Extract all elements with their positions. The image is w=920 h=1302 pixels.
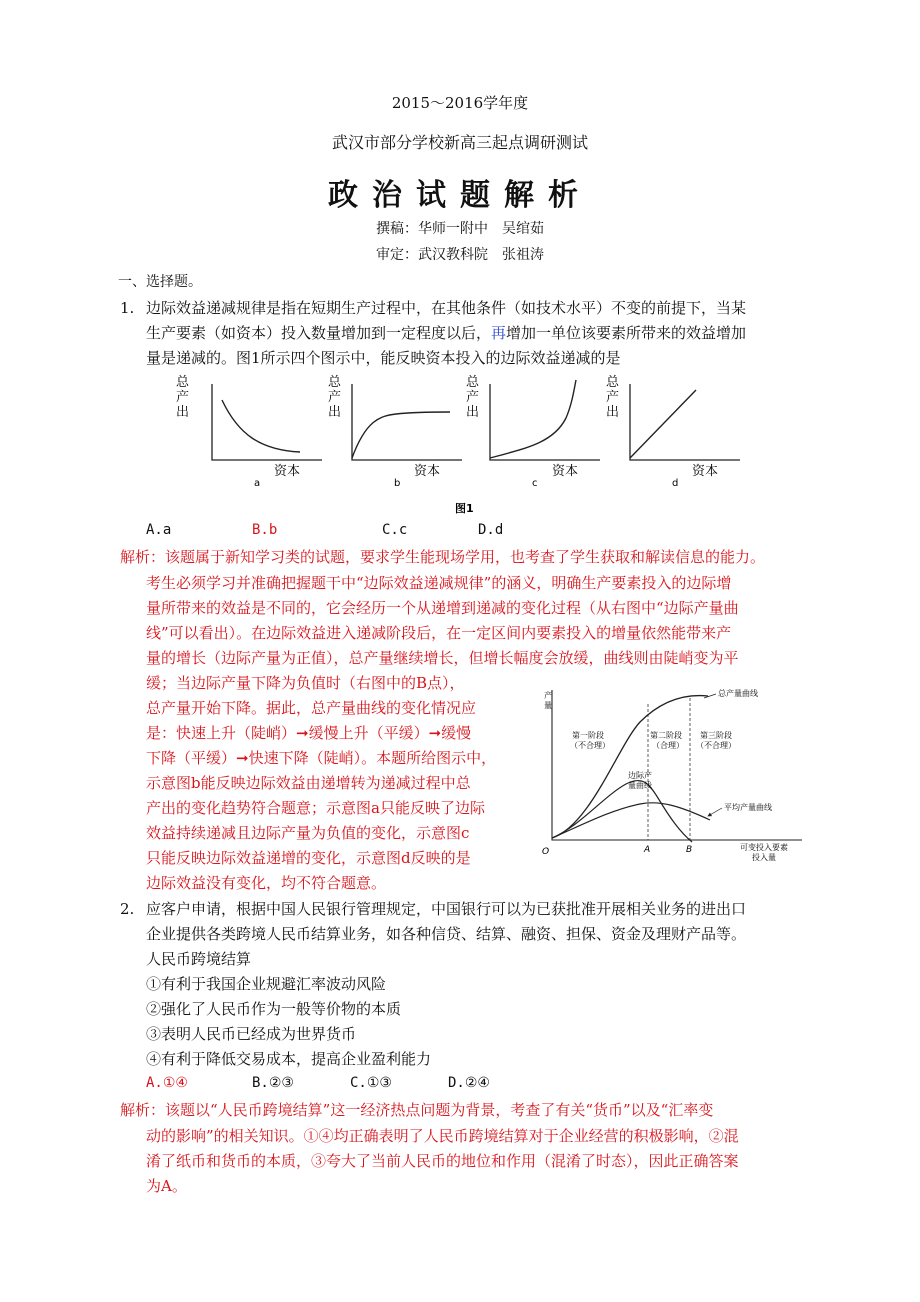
stage-3-label: 第三阶段 xyxy=(700,731,732,740)
y-label-char: 产 xyxy=(466,390,480,405)
stage-1-label: 第一阶段 xyxy=(572,731,604,740)
q1-stem-line-1: 边际效益递减规律是指在短期生产过程中，在其他条件（如技术水平）不变的前提下，当某 xyxy=(146,299,747,317)
q2-stem-line-1: 应客户申请，根据中国人民银行管理规定，中国银行可以为已获批准开展相关业务的进出口 xyxy=(146,900,747,918)
q2-stem-line-2: 企业提供各类跨境人民币结算业务，如各种信贷、结算、融资、担保、资金及理财产品等。 xyxy=(146,925,747,943)
average-curve-label: 平均产量曲线 xyxy=(724,803,772,812)
q1-explanation-line: 效益持续递减且边际产量为负值的变化，示意图c xyxy=(146,824,470,842)
stage-2-label: 第二阶段 xyxy=(650,731,682,740)
q2-option-d: D.②④ xyxy=(448,1075,490,1091)
y-label-char: 产 xyxy=(544,691,552,700)
origin-label: O xyxy=(542,847,550,857)
q1-option-d: D.d xyxy=(478,522,504,538)
curve-concave xyxy=(352,412,450,458)
x-axis-label: 投入量 xyxy=(752,853,776,862)
y-label-char: 量 xyxy=(544,701,552,710)
q1-option-b: B.b xyxy=(252,522,278,538)
section-heading: 一、选择题。 xyxy=(118,274,202,290)
curve-convex xyxy=(490,380,576,458)
q2-explanation-line: 淆了纸币和货币的本质，③夸大了当前人民币的地位和作用（混淆了时态），因此正确答案 xyxy=(146,1152,739,1170)
graph-label: a xyxy=(254,478,261,489)
stage-2-note: （合理） xyxy=(652,741,684,750)
figure-caption: 图1 xyxy=(455,502,474,515)
y-label-char: 产 xyxy=(176,390,190,405)
q1-option-c: C.c xyxy=(382,522,408,538)
total-curve-label: 总产量曲线 xyxy=(718,689,758,698)
y-label-char: 出 xyxy=(328,405,342,420)
q2-item-4: ④有利于降低交易成本，提高企业盈利能力 xyxy=(146,1050,432,1068)
curve-decreasing xyxy=(222,400,300,452)
y-label-char: 总 xyxy=(328,375,342,390)
q2-item-3: ③表明人民币已经成为世界货币 xyxy=(146,1025,357,1043)
figure-1 xyxy=(170,372,740,522)
graph-a xyxy=(176,375,322,489)
q1-stem-line-3: 量是递减的。图1所示四个图示中，能反映资本投入的边际效益递减的是 xyxy=(146,349,621,367)
x-label: 资本 xyxy=(692,464,719,479)
average-product-curve xyxy=(552,803,710,838)
y-label-char: 总 xyxy=(466,375,480,390)
q2-option-c: C.①③ xyxy=(350,1075,392,1091)
q2-option-a: A.①④ xyxy=(146,1075,188,1091)
q2-stem-line-3: 人民币跨境结算 xyxy=(146,950,252,968)
marginal-curve-label: 量曲线 xyxy=(628,781,652,790)
x-label: 资本 xyxy=(274,464,301,479)
axes xyxy=(490,384,600,460)
exam-subtitle: 武汉市部分学校新高三起点调研测试 xyxy=(331,133,588,152)
q1-stem-line-2: 生产要素（如资本）投入数量增加到一定程度以后，再增加一单位该要素所带来的效益增加 xyxy=(146,324,747,342)
marginal-curve-label: 边际产 xyxy=(628,771,652,780)
q2-explanation-line: 解析：该题以“人民币跨境结算”这一经济热点问题为背景，考查了有关“货币”以及“汇率变 xyxy=(120,1101,714,1119)
q1-option-a: A.a xyxy=(146,522,172,538)
graph-label: d xyxy=(672,478,679,489)
x-axis-label: 可变投入要素 xyxy=(740,843,788,852)
q1-explanation-line: 线”可以看出）。在边际效益进入递减阶段后，在一定区间内要素投入的增量依然能带来产 xyxy=(146,624,732,642)
q2-explanation-line: 为A。 xyxy=(146,1177,187,1195)
curve-linear xyxy=(630,390,696,458)
q2-option-b: B.②③ xyxy=(252,1075,294,1091)
point-a-label: A xyxy=(644,845,651,855)
q1-explanation-line: 总产量开始下降。据此，总产量曲线的变化情况应 xyxy=(146,699,477,717)
q1-explanation-line: 解析：该题属于新知学习类的试题，要求学生能现场学用，也考查了学生获取和解读信息的能力。 xyxy=(120,548,766,566)
y-label-char: 总 xyxy=(606,375,620,390)
q1-explanation-line: 是：快速上升（陡峭）➞缓慢上升（平缓）➞缓慢 xyxy=(146,724,472,742)
q1-explanation-line: 缓；当边际产量下降为负值时（右图中的B点）， xyxy=(146,674,465,692)
x-label: 资本 xyxy=(552,464,579,479)
production-stage-figure xyxy=(540,686,820,866)
total-product-curve xyxy=(552,696,708,838)
author-line: 撰稿：华师一附中 吴绾茹 xyxy=(376,221,544,237)
y-label-char: 产 xyxy=(328,390,342,405)
y-label-char: 出 xyxy=(176,405,190,420)
q2-number: 2. xyxy=(120,900,135,918)
page-title: 政治试题解析 xyxy=(328,178,592,213)
q1-explanation-line: 边际效益没有变化，均不符合题意。 xyxy=(146,874,387,892)
axes xyxy=(352,384,462,460)
x-label: 资本 xyxy=(414,464,441,479)
graph-d xyxy=(606,375,740,489)
graph-label: c xyxy=(532,478,538,489)
q2-explanation-line: 动的影响”的相关知识。①④均正确表明了人民币跨境结算对于企业经营的积极影响，②混 xyxy=(146,1127,739,1145)
school-year: 2015～2016学年度 xyxy=(391,94,529,112)
leader-arrow xyxy=(708,808,722,816)
graph-label: b xyxy=(394,478,401,489)
q1-explanation-line: 考生必须学习并准确把握题干中“边际效益递减规律”的涵义，明确生产要素投入的边际增 xyxy=(146,574,732,592)
q1-explanation-line: 产出的变化趋势符合题意；示意图a只能反映了边际 xyxy=(146,799,485,817)
reviewer-line: 审定：武汉教科院 张祖涛 xyxy=(376,247,544,263)
point-b-label: B xyxy=(686,845,693,855)
stage-1-note: （不合理） xyxy=(570,741,610,750)
q1-explanation-line: 量所带来的效益是不同的，它会经历一个从递增到递减的变化过程（从右图中“边际产量曲 xyxy=(146,599,739,617)
q1-explanation-line: 示意图b能反映边际效益由递增转为递减过程中总 xyxy=(146,774,471,792)
stage-3-note: （不合理） xyxy=(696,741,736,750)
y-label-char: 出 xyxy=(606,405,620,420)
y-label-char: 出 xyxy=(466,405,480,420)
axes xyxy=(630,384,740,460)
q1-explanation-line: 下降（平缓）➞快速下降（陡峭）。本题所给图示中， xyxy=(146,749,497,767)
q1-number: 1. xyxy=(120,299,135,317)
y-label-char: 产 xyxy=(606,390,620,405)
graph-b xyxy=(328,375,462,489)
q2-item-2: ②强化了人民币作为一般等价物的本质 xyxy=(146,1000,402,1018)
axes xyxy=(552,690,802,840)
q1-explanation-line: 量的增长（边际产量为正值），总产量继续增长，但增长幅度会放缓，曲线则由陡峭变为平 xyxy=(146,649,739,667)
marginal-product-curve xyxy=(552,780,692,842)
y-label-char: 总 xyxy=(176,375,190,390)
q2-item-1: ①有利于我国企业规避汇率波动风险 xyxy=(146,975,387,993)
graph-c xyxy=(466,375,600,489)
q1-explanation-line: 只能反映边际效益递增的变化，示意图d反映的是 xyxy=(146,849,471,867)
axes xyxy=(212,384,322,460)
